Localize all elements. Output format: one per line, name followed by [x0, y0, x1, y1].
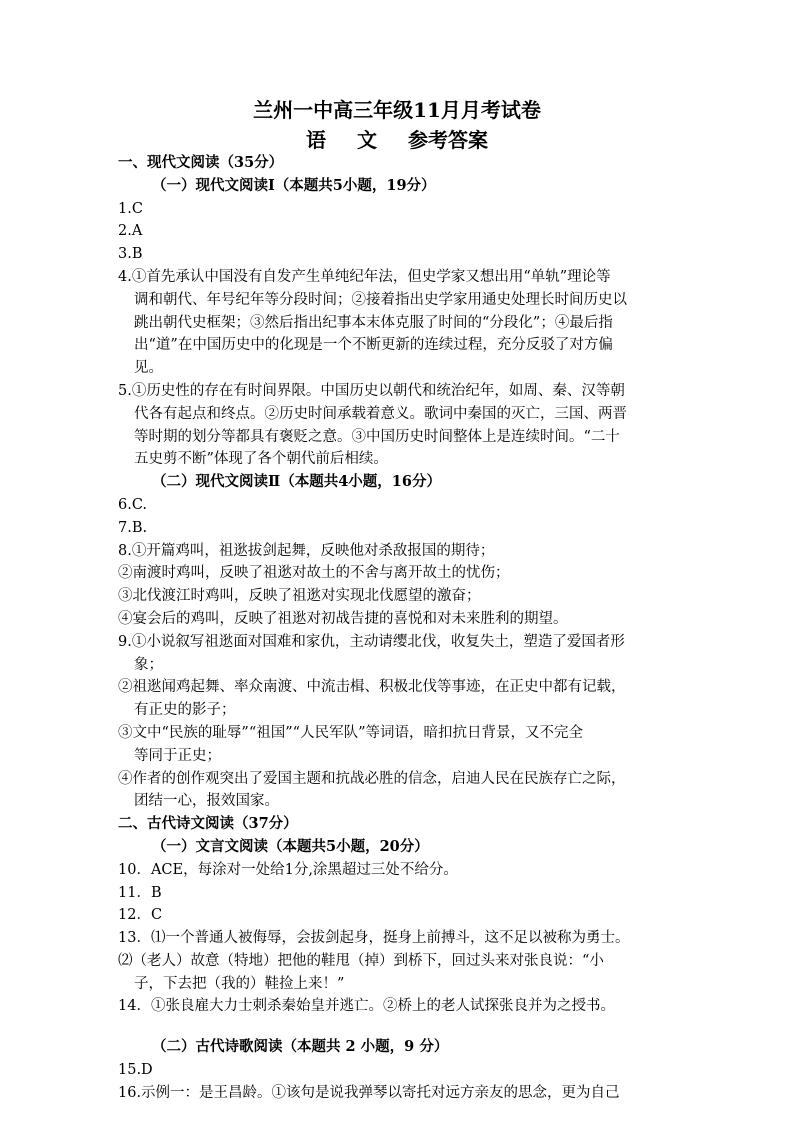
answer-line: 14．①张良雇大力士刺杀秦始皇并逃亡。②桥上的老人试探张良并为之授书。 — [118, 998, 615, 1015]
answer-line: 16.示例一：是王昌龄。①该句是说我弹琴以寄托对远方亲友的思念，更为自己 — [118, 1084, 620, 1101]
answer-line: 1.C — [118, 200, 143, 217]
answer-line: ④宴会后的鸡叫，反映了祖逖对初战告捷的喜悦和对未来胜利的期望。 — [118, 610, 568, 627]
answer-line: 代各有起点和终点。②历史时间承载着意义。歌词中秦国的灭亡，三国、两晋 — [134, 405, 627, 422]
answer-line: 8.①开篇鸡叫，祖逖拔剑起舞，反映他对杀敌报国的期待； — [118, 542, 495, 559]
answer-line: 4.①首先承认中国没有自发产生单纯纪年法，但史学家又想出用“单轨”理论等 — [118, 268, 611, 285]
answer-line: 等同于正史； — [134, 747, 221, 764]
answer-line: 五史剪不断”体现了各个朝代前后相续。 — [134, 451, 388, 468]
section-heading: 一、现代文阅读（35分） — [118, 154, 284, 171]
answer-line: 2.A — [118, 223, 143, 240]
answer-line: ③文中“民族的耻辱”“祖国”“人民军队”等词语，暗扣抗日背景，又不完全 — [118, 724, 583, 741]
answer-line: 3.B — [118, 246, 143, 263]
answer-line: 有正史的影子； — [134, 702, 236, 719]
subsection-heading: （一）现代文阅读Ⅰ（本题共5小题，19分） — [152, 176, 436, 194]
answer-content — [118, 152, 678, 1105]
answer-line: 6.C. — [118, 496, 148, 513]
answer-line: 5.①历史性的存在有时间界限。中国历史以朝代和统治纪年，如周、秦、汉等朝 — [118, 382, 625, 399]
answer-line: 11．B — [118, 884, 162, 901]
answer-line: 13．⑴一个普通人被侮辱，会拔剑起身，挺身上前搏斗，这不足以被称为勇士。 — [118, 930, 630, 947]
page-title: 兰州一中高三年级11月月考试卷 — [253, 98, 541, 122]
answer-line: ②南渡时鸡叫，反映了祖逖对故土的不舍与离开故土的忧伤； — [118, 565, 510, 582]
subsection-heading: （一）文言文阅读（本题共5小题，20分） — [152, 837, 429, 855]
answer-line: 9.①小说叙写祖逖面对国难和家仇，主动请缨北伐，收复失土，塑造了爱国者形 — [118, 633, 625, 650]
answer-line: ④作者的创作观突出了爱国主题和抗战必胜的信念，启迪人民在民族存亡之际， — [118, 770, 626, 787]
subtitle-part: 参考答案 — [407, 128, 488, 152]
answer-line: 7.B. — [118, 519, 148, 536]
subtitle-part: 文 — [357, 128, 377, 152]
subtitle-part: 语 — [306, 128, 327, 152]
spacer — [118, 1018, 678, 1036]
answer-line: 10．ACE，每涂对一处给1分,涂黑超过三处不给分。 — [118, 861, 458, 878]
section-heading: 二、古代诗文阅读（37分） — [118, 815, 298, 833]
answer-line: ③北伐渡江时鸡叫，反映了祖逖对实现北伐愿望的激奋； — [118, 588, 481, 605]
answer-line: ②祖逖闻鸡起舞、率众南渡、中流击楫、积极北伐等事迹，在正史中都有记载， — [118, 679, 626, 696]
answer-line: 见。 — [134, 360, 163, 377]
answer-line: 等时期的划分等都具有褒贬之意。③中国历史时间整体上是连续时间。“二十 — [134, 428, 620, 445]
subsection-heading: （二）现代文阅读Ⅱ（本题共4小题，16分） — [152, 473, 441, 491]
answer-line: 出“道”在中国历史中的化现是一个不断更新的连续过程，充分反驳了对方偏 — [134, 337, 613, 354]
answer-line: 子，下去把（我的）鞋捡上来！” — [134, 975, 345, 992]
answer-line: 12．C — [118, 907, 163, 924]
subsection-heading: （二）古代诗歌阅读（本题共 2 小题，9 分） — [152, 1038, 449, 1056]
answer-line: 15.D — [118, 1062, 153, 1079]
answer-line: 跳出朝代史框架；③然后指出纪事本末体克服了时间的“分段化”；④最后指 — [134, 314, 613, 331]
answer-line: 调和朝代、年号纪年等分段时间；②接着指出史学家用通史处理长时间历史以 — [134, 291, 627, 308]
page-subtitle — [0, 126, 794, 154]
answer-line: ⑵（老人）故意（特地）把他的鞋甩（掉）到桥下，回过头来对张良说：“小 — [118, 952, 604, 969]
answer-line: 象； — [134, 656, 163, 673]
answer-line: 团结一心，报效国家。 — [134, 793, 279, 810]
